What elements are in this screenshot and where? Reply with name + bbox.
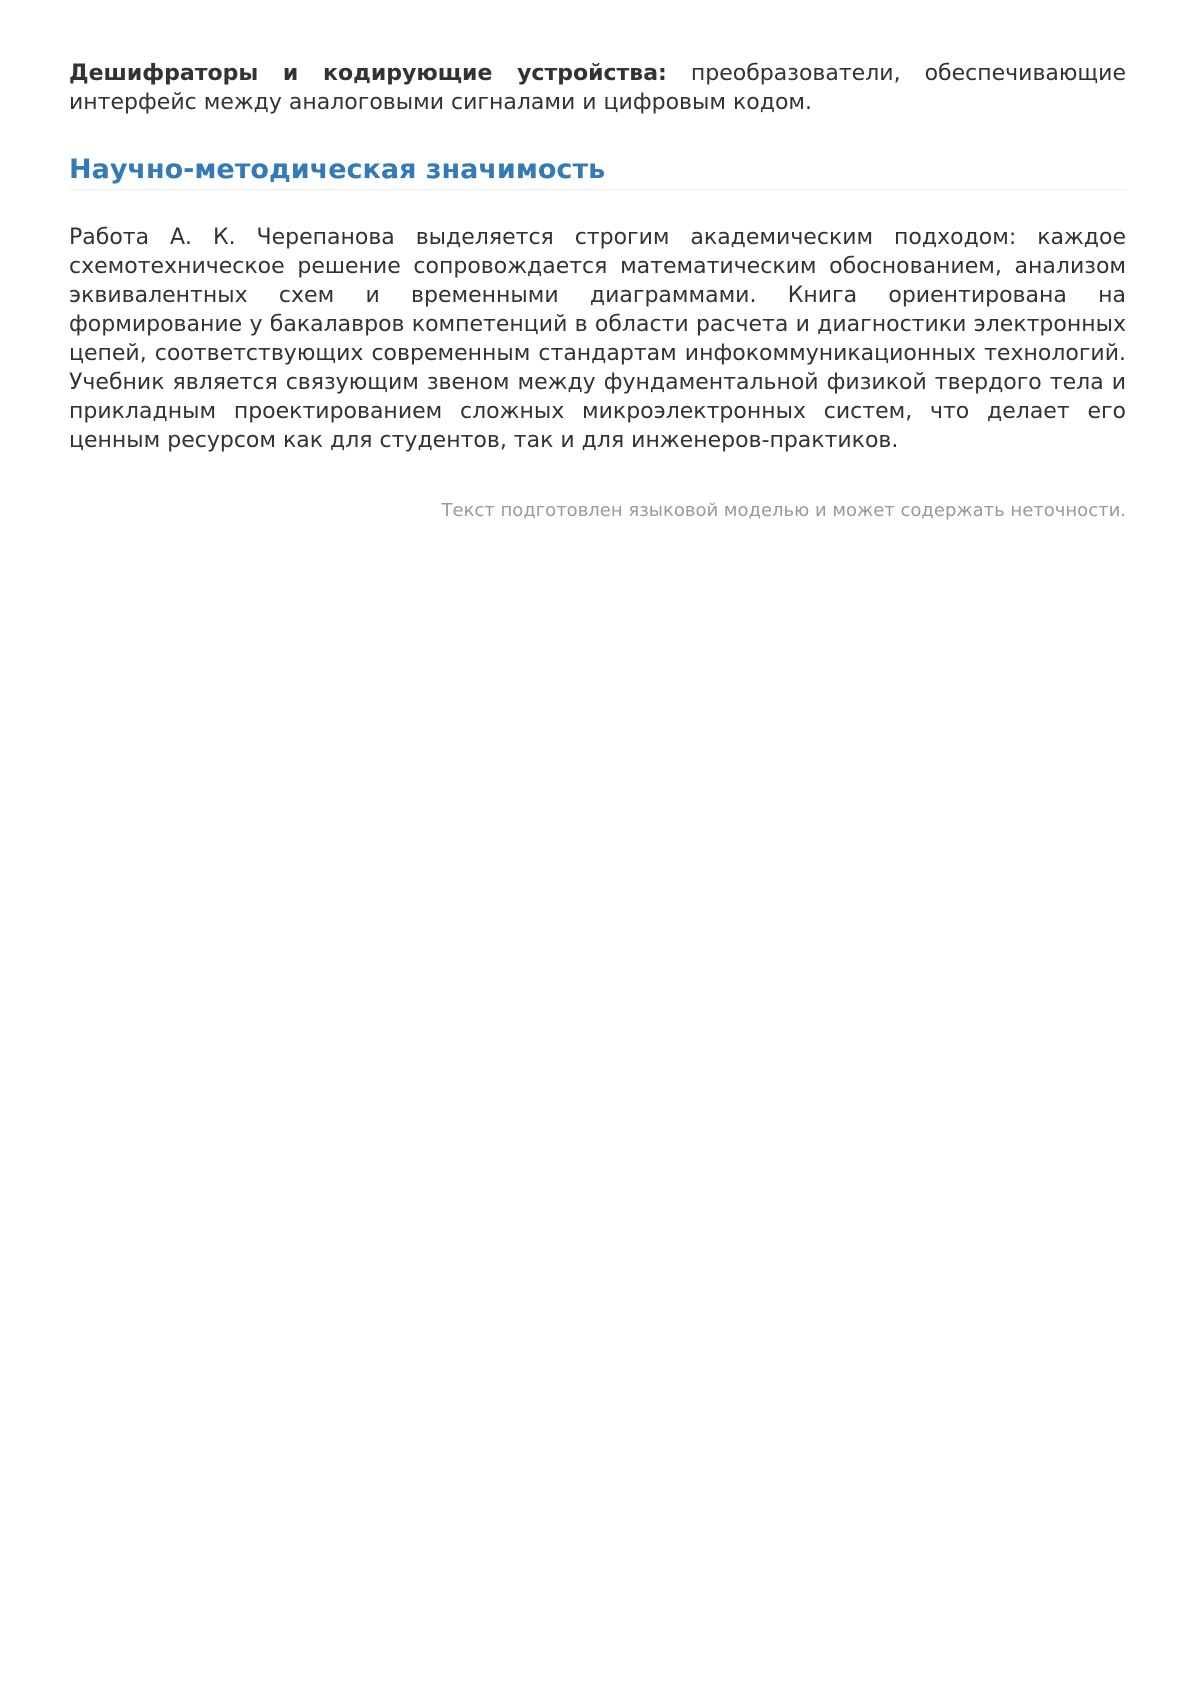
section-body-paragraph: Работа А. К. Черепанова выделяется строгим академическим подходом: каждое схемотехническое решение сопровождается математическим обоснованием, анализом эквивалентных схем и временными диаграммами. Книга ориентирована на формирование у бакалавров компетенций в области расчета и диагностики электронных цепей, соответствующих современным стандартам инфокоммуникационных технологий. Учебник является связующим звеном между фундаментальной физикой твердого тела и прикладным проектированием сложных микроэлектронных систем, что делает его ценным ресурсом как для студентов, так и для инженеров-практиков. — [69, 225, 1126, 453]
definition-text: преобразователи, обеспечивающие интерфейс между аналоговыми сигналами и цифровым кодом. — [69, 61, 1126, 115]
ai-disclaimer-note: Текст подготовлен языковой моделью и может содержать неточности. — [441, 500, 1126, 521]
definition-paragraph — [69, 59, 1126, 117]
definition-term: Дешифраторы и кодирующие устройства: — [69, 61, 667, 86]
section-heading: Научно-методическая значимость — [69, 153, 1126, 190]
document-page — [69, 0, 1126, 523]
